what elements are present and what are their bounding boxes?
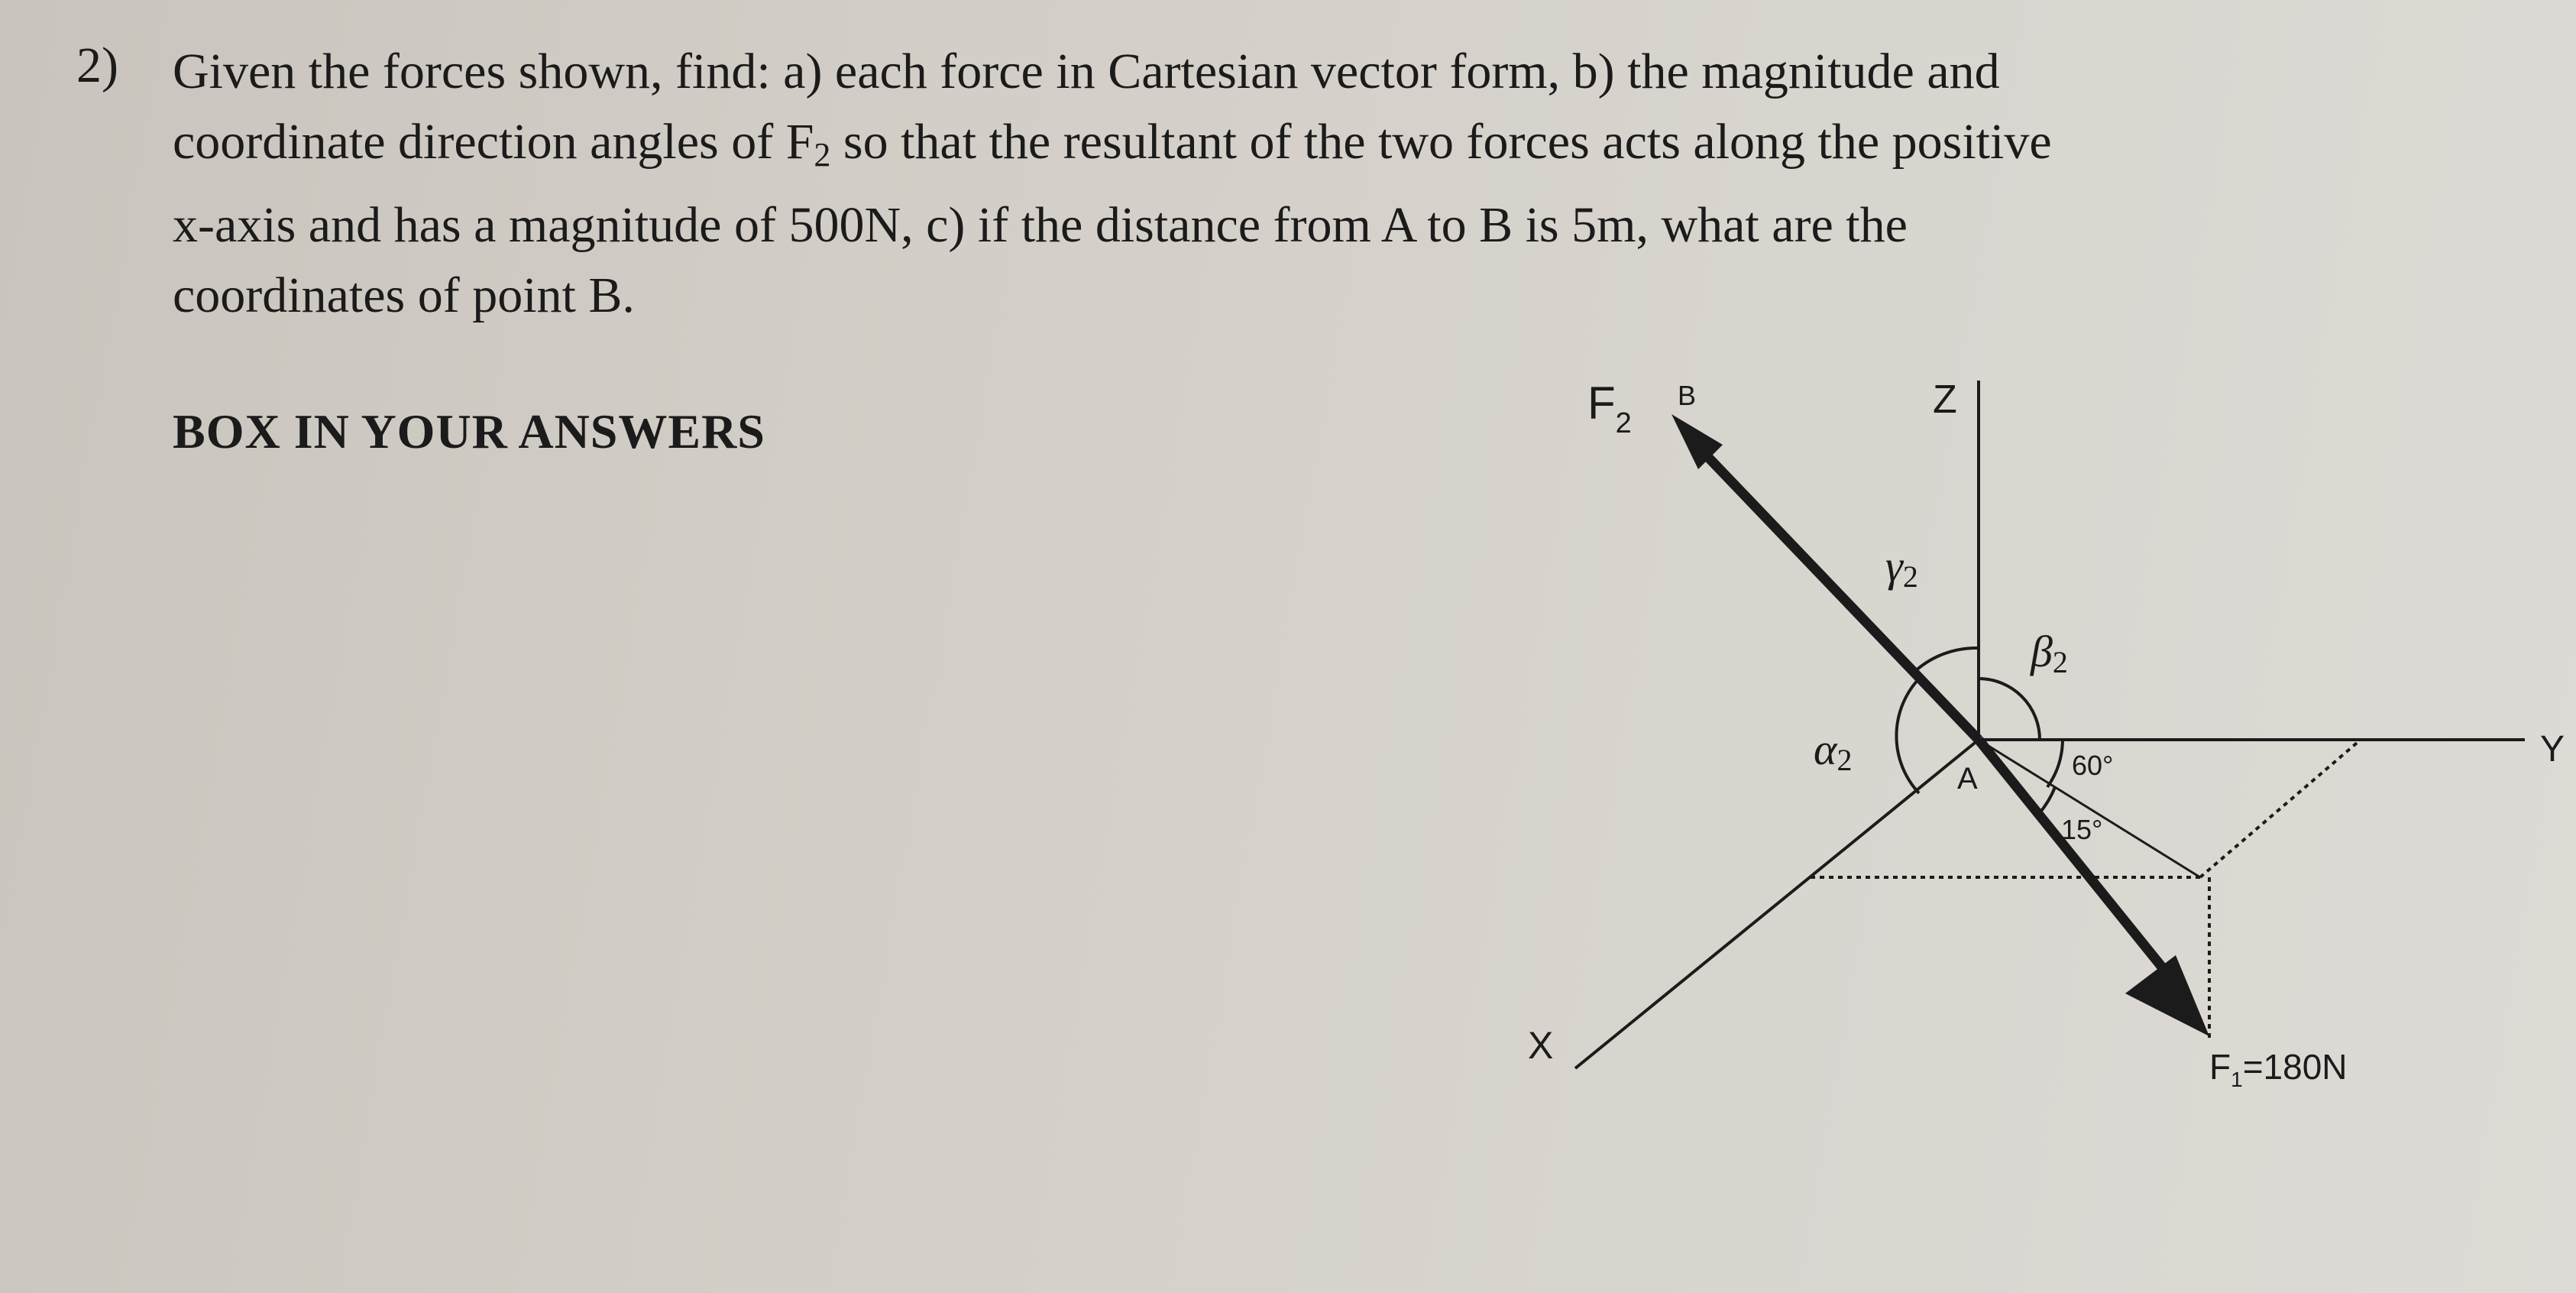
f1-label xyxy=(2209,1047,2348,1091)
beta2-letter: β xyxy=(2031,627,2053,676)
z-axis-label: Z xyxy=(1933,378,1957,422)
question-line-2-rest: so that the resultant of the two forces acts along the positive xyxy=(830,114,2052,170)
alpha2-subscript: 2 xyxy=(1837,743,1853,777)
question-line-2-start: coordinate direction angles of F xyxy=(173,114,814,170)
angle-15-arc xyxy=(2038,787,2055,815)
y-axis-label: Y xyxy=(2540,729,2565,770)
beta2-label xyxy=(2030,627,2068,679)
angle-60-arc xyxy=(2047,740,2063,787)
f1-arrow-shaft xyxy=(1979,740,2163,969)
alpha2-letter: α xyxy=(1814,724,1837,774)
angle-15-label: 15° xyxy=(2061,814,2103,845)
f1-label-letter: F xyxy=(2209,1047,2231,1087)
gamma2-label xyxy=(1885,541,1918,594)
x-axis-line xyxy=(1575,740,1979,1068)
angle-60-label: 60° xyxy=(2072,750,2114,781)
f1-label-subscript: 1 xyxy=(2231,1068,2243,1091)
question-line-1: Given the forces shown, find: a) each force in Cartesian vector form, b) the magnitude and xyxy=(173,44,2000,99)
f2-subscript: 2 xyxy=(814,136,831,173)
gamma2-arc xyxy=(1914,648,1979,672)
projection-lines xyxy=(1811,740,2361,1039)
instruction-box-answers: BOX IN YOUR ANSWERS xyxy=(173,404,765,459)
f2-label-letter: F xyxy=(1587,378,1616,429)
beta2-subscript: 2 xyxy=(2052,645,2068,679)
point-b-label: B xyxy=(1678,380,1697,411)
gamma2-letter: γ xyxy=(1885,541,1903,591)
f1-label-value: =180N xyxy=(2242,1047,2348,1087)
f2-label-subscript: 2 xyxy=(1615,407,1632,439)
beta2-arc xyxy=(1979,679,2040,740)
question-line-3: x-axis and has a magnitude of 500N, c) if the distance from A to B is 5m, what are the xyxy=(173,197,1908,253)
f2-label xyxy=(1587,378,1632,439)
question-number: 2) xyxy=(76,37,118,93)
f1-arrow-head xyxy=(2125,955,2209,1036)
question-line-4: coordinates of point B. xyxy=(173,267,635,323)
gamma2-subscript: 2 xyxy=(1902,559,1918,594)
projection-line-diagonal xyxy=(2200,740,2361,877)
alpha2-label xyxy=(1814,724,1852,777)
f2-arrow-shaft xyxy=(1702,451,1979,740)
alpha2-arc xyxy=(1896,679,1919,793)
x-axis-label: X xyxy=(1528,1024,1554,1067)
point-a-label: A xyxy=(1957,762,1978,796)
